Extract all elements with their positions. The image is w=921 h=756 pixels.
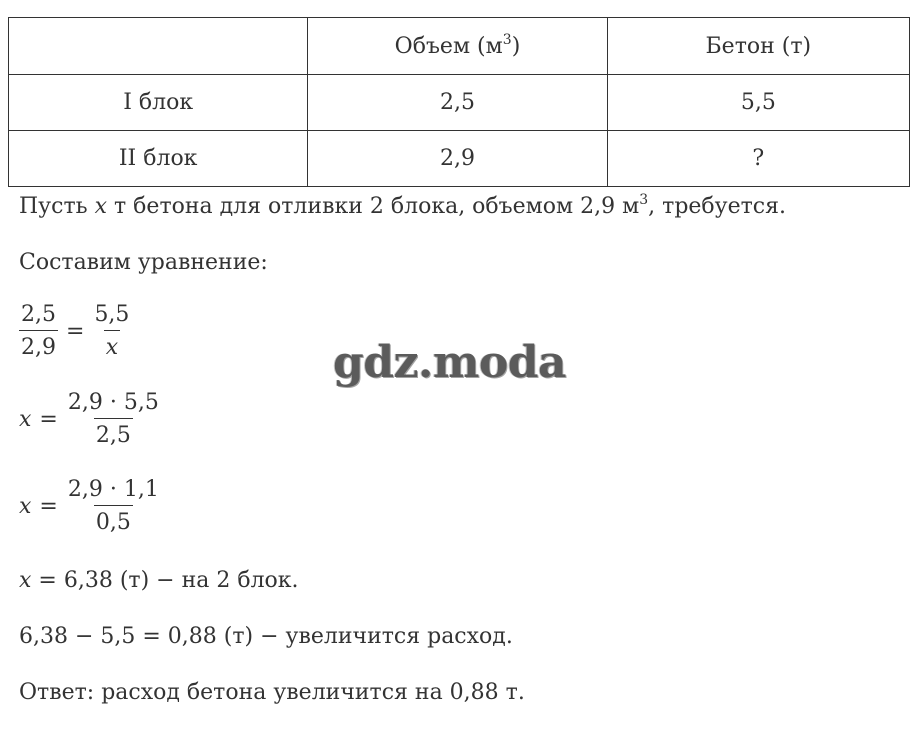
fraction-numerator: 2,9 · 1,1	[67, 477, 159, 502]
table-cell: I блок	[9, 75, 308, 131]
fraction-denominator: x	[104, 330, 120, 360]
volume-header-text: Объем (м	[394, 33, 503, 59]
let-statement	[19, 192, 787, 219]
let-end: , требуется.	[648, 194, 787, 219]
table-row	[9, 75, 910, 131]
let-start: Пусть	[19, 194, 95, 219]
x-variable: x	[19, 406, 32, 432]
answer-line: Ответ: расход бетона увеличится на 0,88 т.	[19, 680, 525, 705]
let-sup: 3	[639, 192, 649, 208]
table-cell: 2,9	[308, 131, 607, 187]
fraction-denominator: 0,5	[94, 505, 133, 535]
let-middle: т бетона для отливки 2 блока, объемом 2,9 м	[107, 194, 640, 219]
proportion-equation	[19, 302, 131, 360]
table-header-row	[9, 18, 910, 75]
table-header-empty	[9, 18, 308, 75]
fraction	[66, 390, 161, 448]
fraction	[66, 477, 161, 535]
x-variable: x	[19, 493, 32, 519]
data-table	[8, 17, 910, 187]
fraction-left	[19, 302, 58, 360]
result-line	[19, 570, 299, 592]
fraction-denominator: 2,5	[94, 418, 133, 448]
table-cell: ?	[607, 131, 909, 187]
fraction-numerator: 2,9 · 5,5	[67, 390, 159, 415]
fraction-numerator: 5,5	[94, 302, 130, 327]
table-cell: II блок	[9, 131, 308, 187]
watermark-logo: gdz.moda	[333, 337, 567, 388]
x-expression-2	[19, 477, 161, 535]
difference-line: 6,38 − 5,5 = 0,88 (т) − увеличится расход.	[19, 624, 513, 649]
volume-header-close: )	[511, 33, 521, 59]
table-header-concrete: Бетон (т)	[607, 18, 909, 75]
x-variable: x	[19, 568, 32, 593]
table-row	[9, 131, 910, 187]
fraction-denominator: 2,9	[19, 330, 58, 360]
let-variable: x	[94, 194, 108, 219]
equals-sign: =	[39, 493, 58, 519]
x-expression-1	[19, 390, 161, 448]
table-header-volume	[308, 18, 607, 75]
table-cell: 5,5	[607, 75, 909, 131]
fraction-numerator: 2,5	[21, 302, 56, 327]
result-rest: = 6,38 (т) − на 2 блок.	[31, 568, 299, 593]
equals-sign: =	[39, 406, 58, 432]
table-cell: 2,5	[308, 75, 607, 131]
fraction-right	[92, 302, 131, 360]
volume-header-sup: 3	[502, 31, 512, 48]
equals-sign: =	[66, 318, 85, 344]
compose-equation-text: Составим уравнение:	[19, 250, 268, 275]
